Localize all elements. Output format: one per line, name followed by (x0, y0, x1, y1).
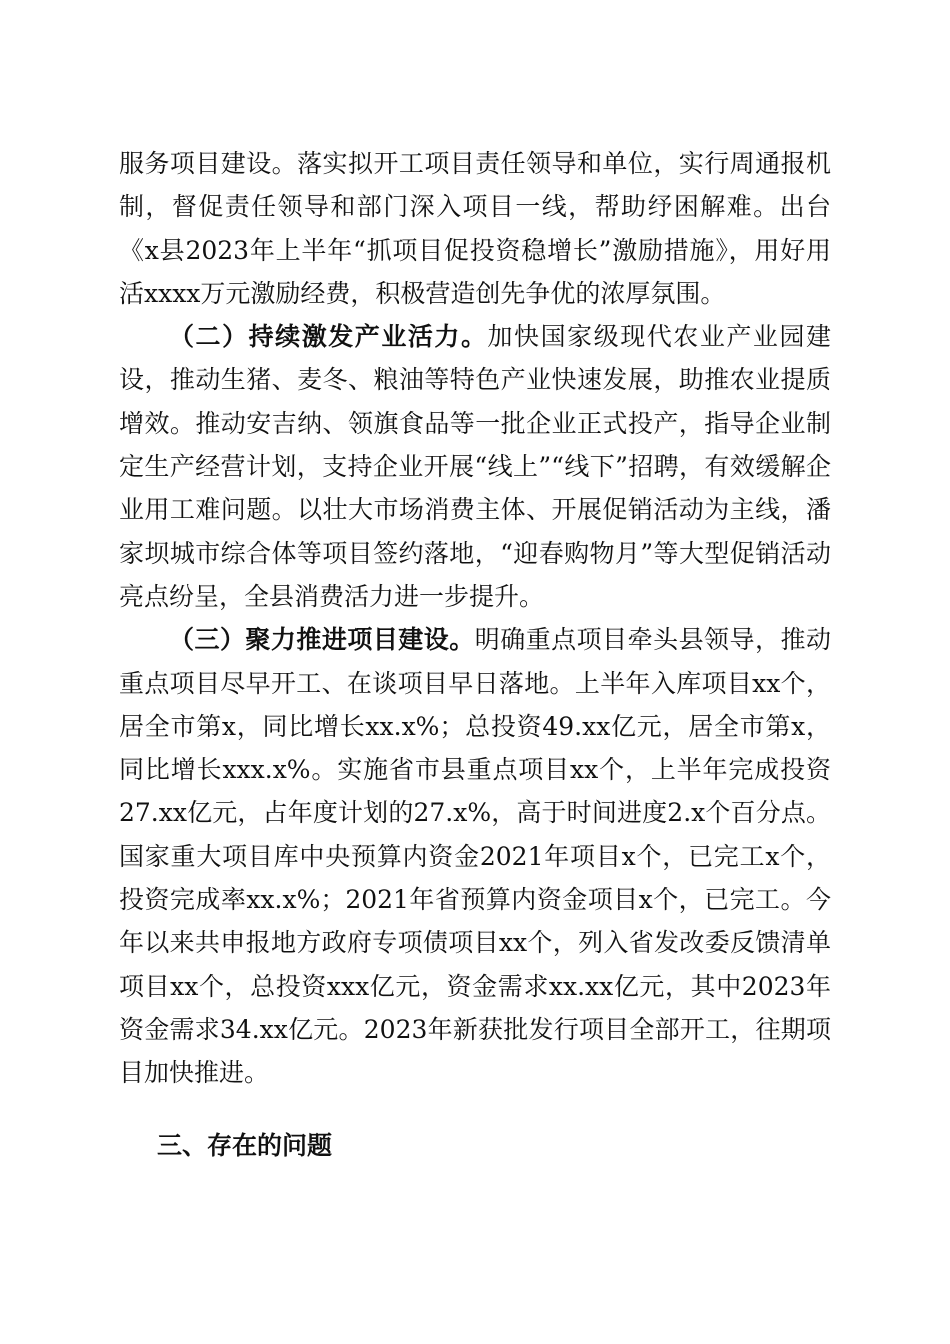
paragraph-2-body: 加快国家级现代农业产业园建设，推动生猪、麦冬、粮油等特色产业快速发展，助推农业提质增效。推动安吉纳、领旗食品等一批企业正式投产，指导企业制定生产经营计划，支持企业开展“线上”“线下”招聘，有效缓解企业用工难问题。以壮大市场消费主体、开展促销活动为主线，潘家坝城市综合体等项目签约落地，“迎春购物月”等大型促销活动亮点纷呈，全县消费活力进一步提升。 (119, 322, 831, 611)
paragraph-3-body: 明确重点项目牵头县领导，推动重点项目尽早开工、在谈项目早日落地。上半年入库项目xx个，居全市第x，同比增长xx.x%；总投资49.xx亿元，居全市第x，同比增长xxx.x%。实施省市县重点项目xx个，上半年完成投资27.xx亿元，占年度计划的27.x%，高于时间进度2.x个百分点。国家重大项目库中央预算内资金2021年项目x个，已完工x个，投资完成率xx.x%；2021年省预算内资金项目x个，已完工。今年以来共申报地方政府专项债项目xx个，列入省发改委反馈清单项目xx个，总投资xxx亿元，资金需求xx.xx亿元，其中2023年资金需求34.xx亿元。2023年新获批发行项目全部开工，往期项目加快推进。 (119, 625, 831, 1088)
paragraph-2-lead: （二）持续激发产业活力。 (169, 322, 488, 352)
paragraph-1-body: 服务项目建设。落实拟开工项目责任领导和单位，实行周通报机制，督促责任领导和部门深入项目一线，帮助纾困解难。出台《x县2023年上半年“抓项目促投资稳增长”激励措施》，用好用活xxxx万元激励经费，积极营造创先争优的浓厚氛围。 (119, 149, 831, 308)
paragraph-continuation (119, 142, 831, 315)
paragraph-project-construction (119, 618, 831, 1094)
section-heading: 三、存在的问题 (157, 1131, 333, 1160)
paragraph-3-lead: （三）聚力推进项目建设。 (169, 625, 475, 655)
document-body (119, 142, 831, 1095)
paragraph-industry-vitality (119, 315, 831, 618)
